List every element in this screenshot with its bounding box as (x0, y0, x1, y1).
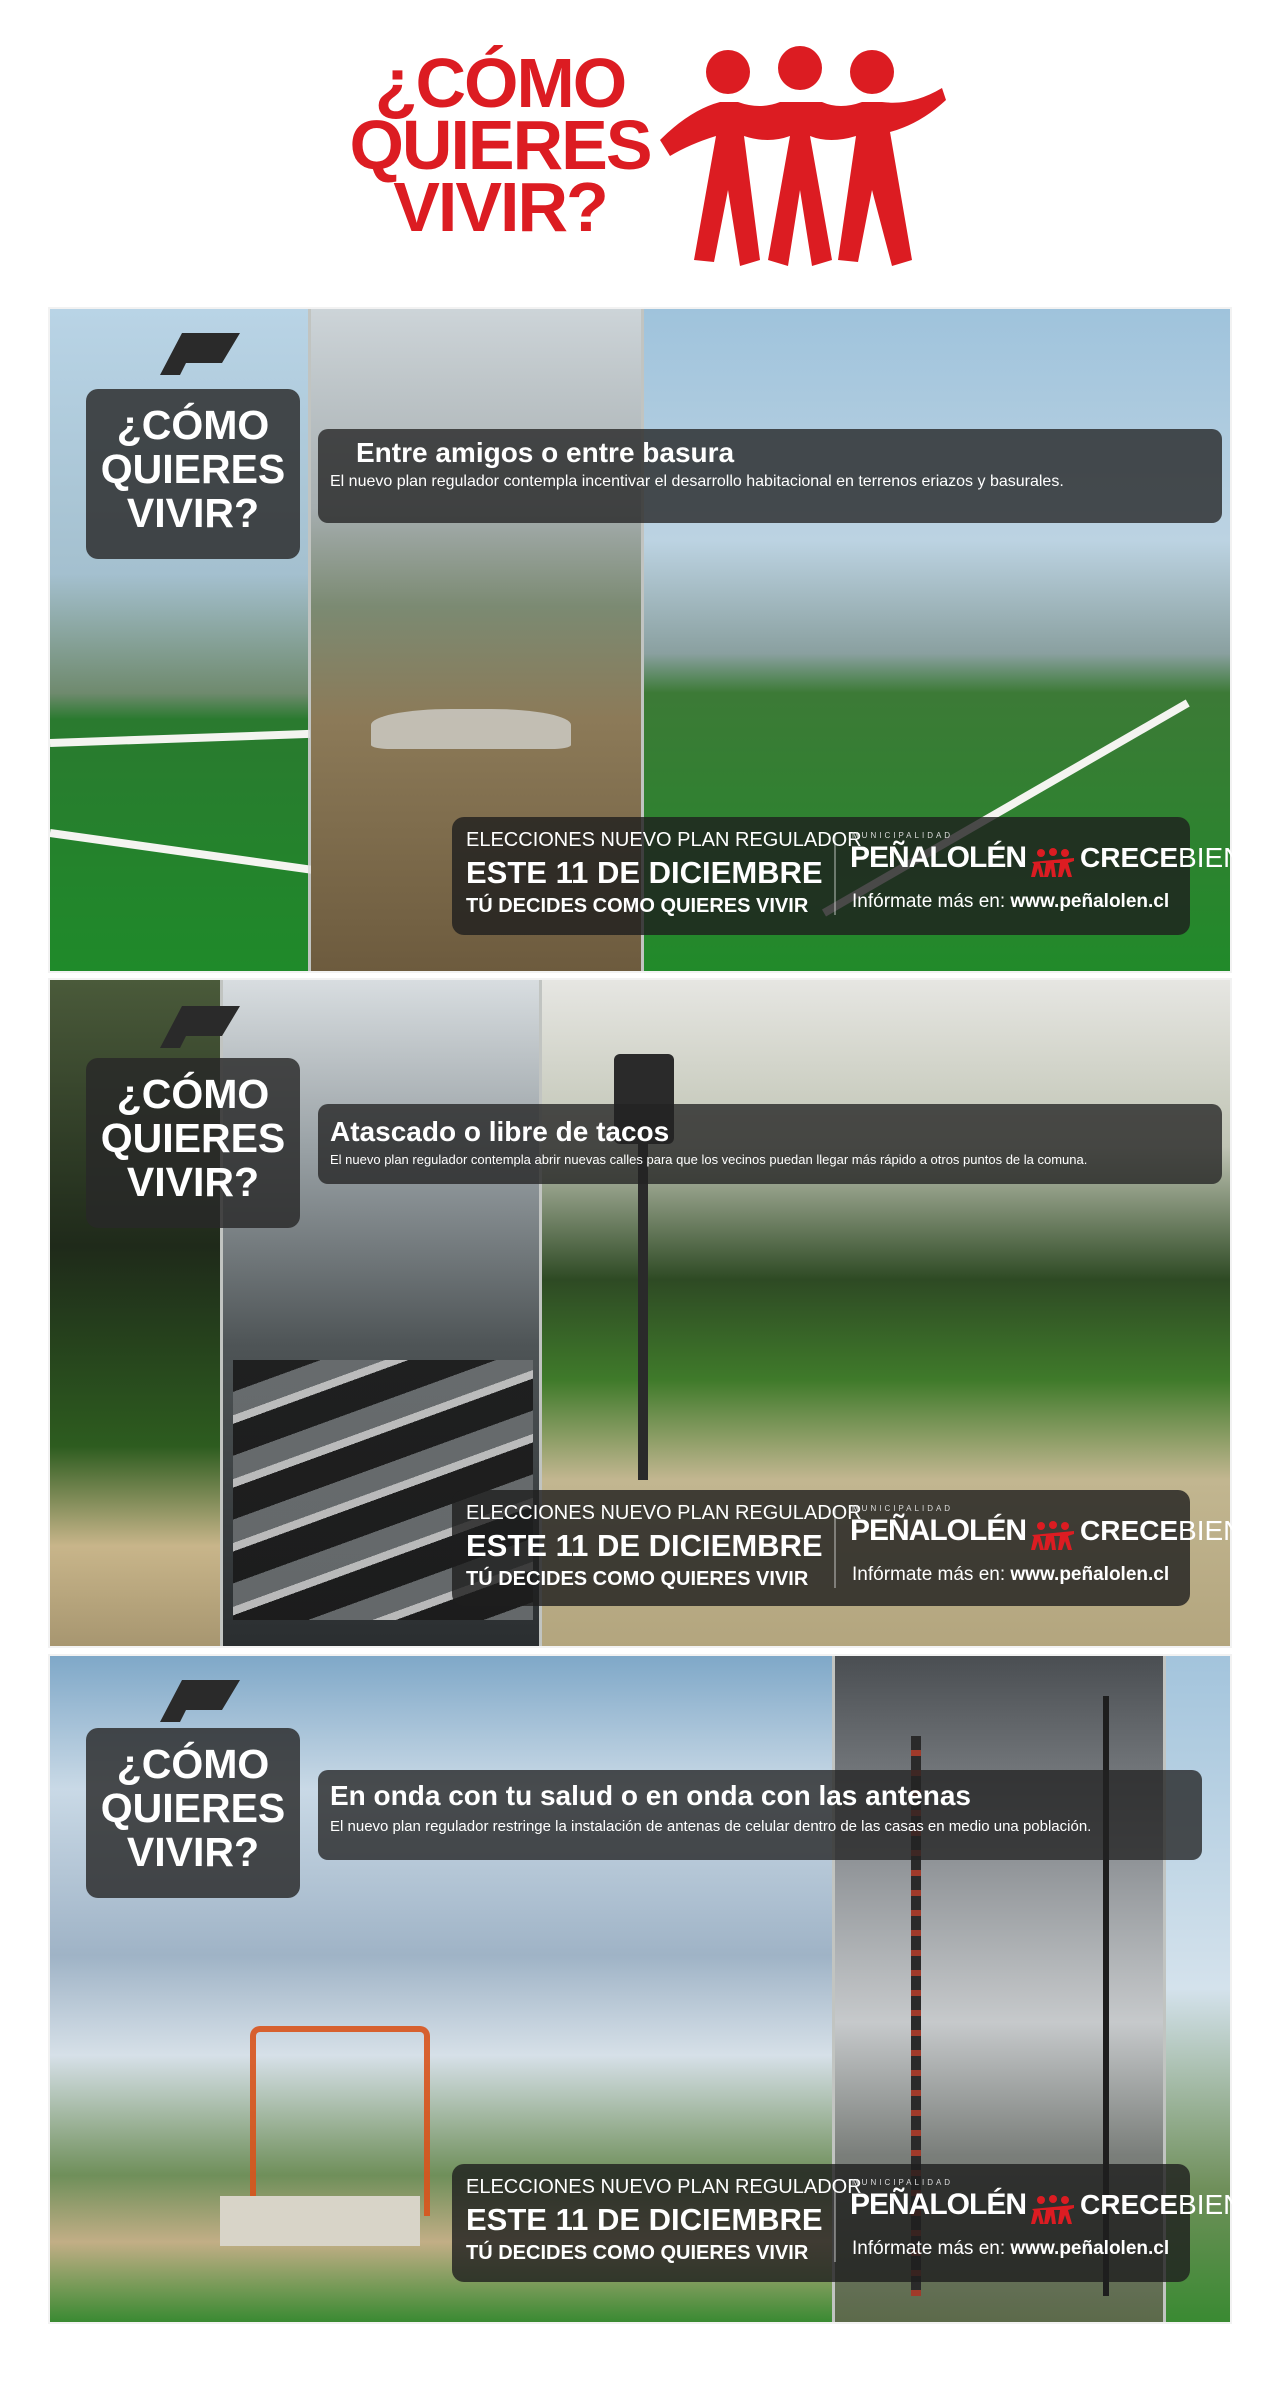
brand-crece: CRECE (1080, 2189, 1179, 2220)
brand-municipalidad: MUNICIPALIDAD (852, 1504, 954, 1513)
brand-corner-icon (160, 1002, 240, 1052)
cq-line-1: ¿CÓMO (116, 1071, 270, 1117)
brand-website (852, 891, 1169, 913)
como-quieres-vivir-box (86, 389, 300, 559)
cq-line-1: ¿CÓMO (116, 1741, 270, 1787)
cq-line-2: QUIERES (100, 1115, 286, 1161)
cq-line-2: QUIERES (100, 1785, 286, 1831)
election-info-box (452, 817, 1244, 935)
cq-line-3: VIVIR? (126, 1159, 260, 1205)
headline-bar (318, 1104, 1222, 1184)
election-tagline: TÚ DECIDES COMO QUIERES VIVIR (466, 895, 809, 917)
headline-subtitle: El nuevo plan regulador contempla abrir nuevas calles para que los vecinos puedan llegar más rápido a otros puntos de la comuna. (330, 1152, 1088, 1167)
brand-crece: CRECE (1080, 842, 1179, 873)
header-title-line-1: ¿CÓMO (374, 44, 626, 122)
brand-web-url[interactable]: www.peñalolen.cl (1010, 1564, 1170, 1585)
penalolen-brand (850, 1514, 1243, 1551)
brand-bien: BIEN (1178, 1515, 1244, 1546)
brand-website (852, 1564, 1169, 1586)
brand-municipalidad: MUNICIPALIDAD (852, 831, 954, 840)
election-date: ESTE 11 DE DICIEMBRE (466, 1528, 823, 1563)
poster-panel-1 (48, 307, 1244, 973)
cq-line-3: VIVIR? (126, 490, 260, 536)
como-quieres-vivir-box (86, 1058, 300, 1228)
headline-bar (318, 1770, 1202, 1860)
headline-subtitle: El nuevo plan regulador restringe la instalación de antenas de celular dentro de las casas en medio una población. (330, 1818, 1092, 1835)
brand-crece: CRECE (1080, 1515, 1179, 1546)
brand-corner-icon (160, 1676, 240, 1726)
election-date: ESTE 11 DE DICIEMBRE (466, 2202, 823, 2237)
cq-line-2: QUIERES (100, 446, 286, 492)
election-info-box (452, 2164, 1244, 2282)
headline-title: En onda con tu salud o en onda con las antenas (330, 1780, 971, 1811)
penalolen-brand (850, 2188, 1243, 2225)
garbage-pile (371, 709, 571, 749)
brand-web-url[interactable]: www.peñalolen.cl (1010, 891, 1170, 912)
cq-line-1: ¿CÓMO (116, 402, 270, 448)
election-tagline: TÚ DECIDES COMO QUIERES VIVIR (466, 2242, 809, 2264)
brand-municipalidad: MUNICIPALIDAD (852, 2178, 954, 2187)
brand-web-prefix: Infórmate más en: (852, 1564, 1006, 1585)
brand-name: PEÑALOLÉN (850, 2188, 1027, 2221)
brand-name: PEÑALOLÉN (850, 841, 1027, 874)
headline-title: Atascado o libre de tacos (330, 1116, 670, 1147)
cq-line-3: VIVIR? (126, 1829, 260, 1875)
header-title-line-2: QUIERES (349, 106, 651, 184)
poster-panel-3 (48, 1654, 1244, 2324)
election-label: ELECCIONES NUEVO PLAN REGULADOR (466, 1502, 862, 1524)
three-people-holding-hands-icon (650, 40, 950, 280)
poster-panel-2 (48, 978, 1244, 1648)
brand-web-url[interactable]: www.peñalolen.cl (1010, 2238, 1170, 2259)
brand-bien: BIEN (1178, 2189, 1244, 2220)
brand-website (852, 2238, 1169, 2260)
como-quieres-vivir-box (86, 1728, 300, 1898)
election-label: ELECCIONES NUEVO PLAN REGULADOR (466, 829, 862, 851)
brand-web-prefix: Infórmate más en: (852, 2238, 1006, 2259)
election-info-box (452, 1490, 1244, 1606)
election-date: ESTE 11 DE DICIEMBRE (466, 855, 823, 890)
brand-name: PEÑALOLÉN (850, 1514, 1027, 1547)
headline-subtitle: El nuevo plan regulador contempla incentivar el desarrollo habitacional en terrenos eriazos y basurales. (330, 473, 1064, 490)
election-label: ELECCIONES NUEVO PLAN REGULADOR (466, 2176, 862, 2198)
penalolen-brand (850, 841, 1243, 878)
brand-people-icon (1030, 2195, 1076, 2225)
headline-bar (318, 429, 1222, 523)
brand-corner-icon (160, 329, 240, 379)
brand-people-icon (1030, 1521, 1076, 1551)
brand-people-icon (1030, 848, 1076, 878)
brand-web-prefix: Infórmate más en: (852, 891, 1006, 912)
election-tagline: TÚ DECIDES COMO QUIERES VIVIR (466, 1568, 809, 1590)
playground (250, 2026, 430, 2216)
header-title-line-3: VIVIR? (393, 168, 607, 246)
brand-bien: BIEN (1178, 842, 1244, 873)
header-title (340, 44, 660, 246)
header-logo (0, 0, 1280, 300)
headline-title: Entre amigos o entre basura (356, 437, 735, 468)
